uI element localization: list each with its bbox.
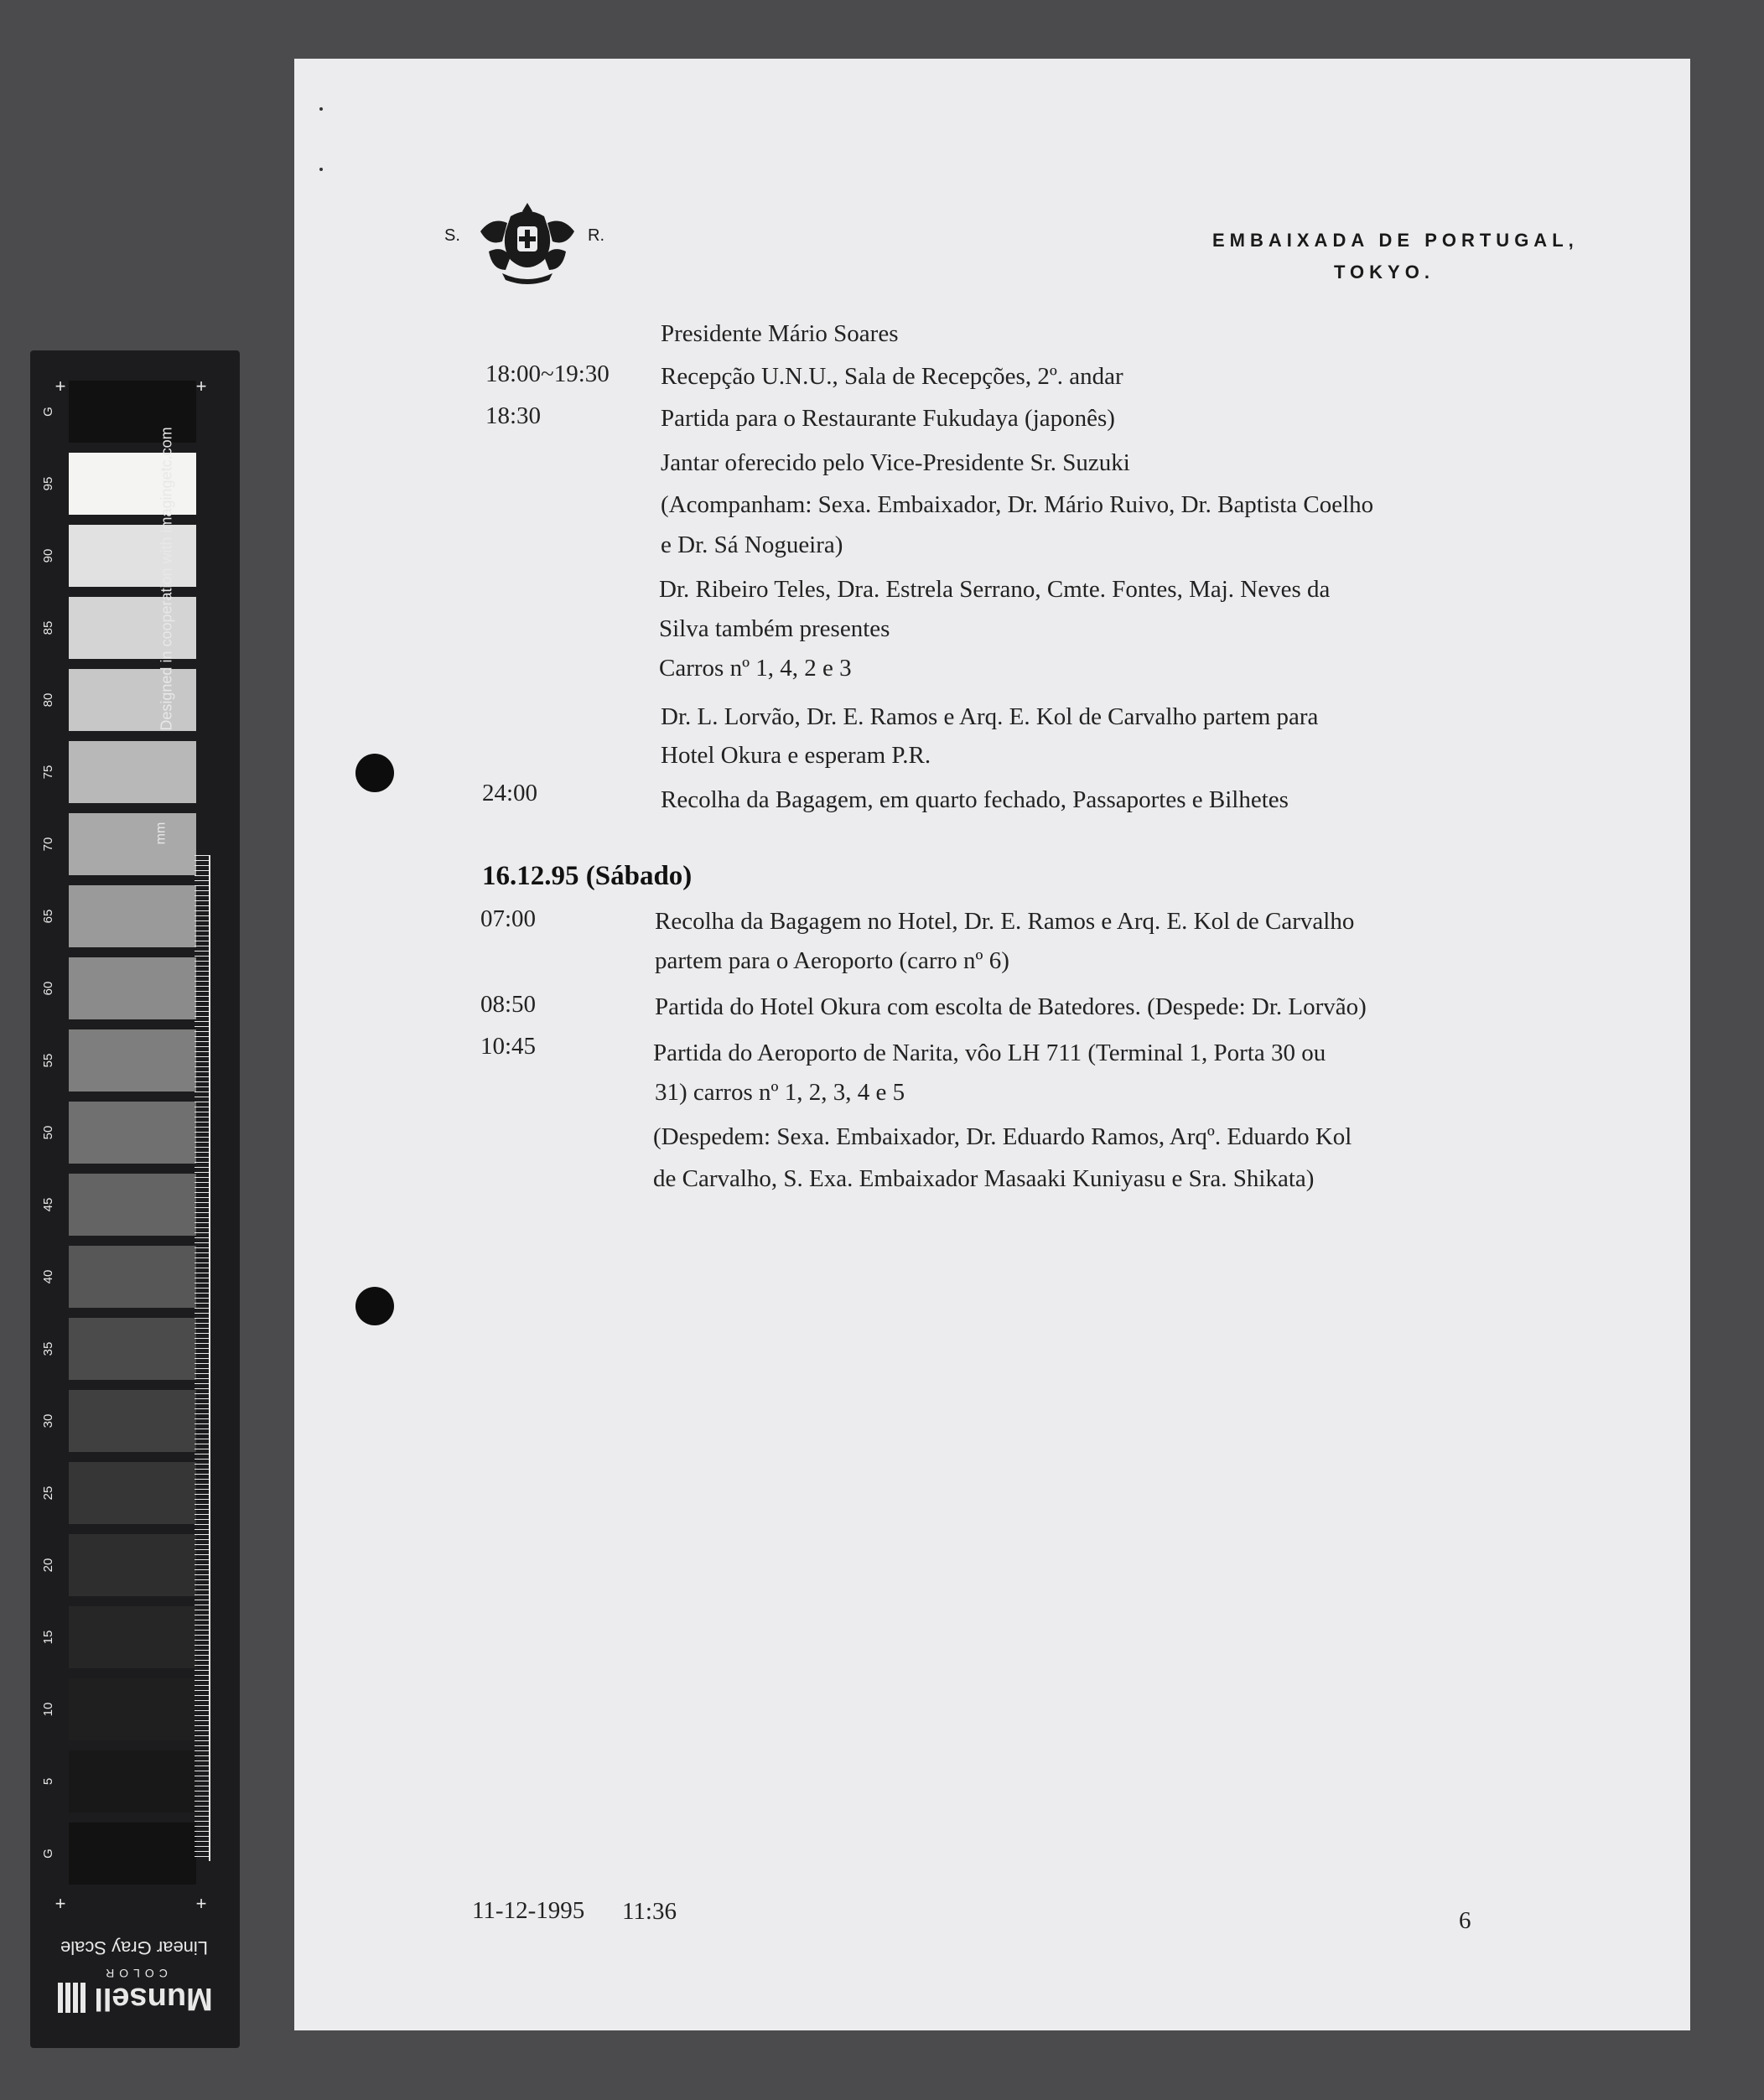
gray-patch xyxy=(69,1029,196,1091)
registration-mark: + xyxy=(54,1893,66,1914)
gray-patch xyxy=(69,1174,196,1236)
gray-patch xyxy=(69,957,196,1019)
schedule-text: (Despedem: Sexa. Embaixador, Dr. Eduardo Ramos, Arqº. Eduardo Kol xyxy=(653,1123,1352,1150)
gray-tick: G xyxy=(41,1849,55,1859)
gray-scale-label: Linear Gray Scale xyxy=(60,1937,209,1958)
gray-patch xyxy=(69,1606,196,1668)
schedule-time: 18:30 xyxy=(485,402,542,429)
schedule-time: 18:00~19:30 xyxy=(485,360,610,387)
gray-tick: 35 xyxy=(41,1341,55,1356)
munsell-icon xyxy=(55,1983,86,2014)
gray-scale-caption xyxy=(154,423,179,742)
letterhead-city: TOKYO. xyxy=(1334,262,1435,283)
speck xyxy=(319,168,323,171)
letterhead-embassy: EMBAIXADA DE PORTUGAL, xyxy=(1212,230,1579,251)
ruler-unit-text: mm xyxy=(153,822,169,845)
mm-ruler-line xyxy=(209,855,210,1861)
registration-mark: + xyxy=(195,1893,207,1914)
gray-tick: G xyxy=(41,407,55,417)
gray-patch xyxy=(69,1246,196,1308)
schedule-text: Partida do Hotel Okura com escolta de Batedores. (Despede: Dr. Lorvão) xyxy=(655,993,1367,1020)
gray-patch xyxy=(69,1102,196,1164)
speck xyxy=(319,107,323,111)
gray-scale-caption-text: Designed in cooperation with imagingetc.com xyxy=(158,427,175,731)
seal-right-initial: R. xyxy=(588,226,604,245)
gray-patch xyxy=(69,1678,196,1740)
footer-time: 11:36 xyxy=(622,1898,677,1925)
schedule-text: e Dr. Sá Nogueira) xyxy=(661,531,843,558)
schedule-time: 24:00 xyxy=(482,780,538,806)
brand-sub: COLOR xyxy=(101,1967,168,1980)
schedule-text: Recepção U.N.U., Sala de Recepções, 2º. andar xyxy=(661,363,1123,390)
gray-tick: 10 xyxy=(41,1702,55,1717)
schedule-time: 08:50 xyxy=(480,991,537,1018)
registration-mark: + xyxy=(54,376,66,397)
gray-tick: 25 xyxy=(41,1486,55,1501)
gray-tick: 90 xyxy=(41,548,55,563)
gray-patch xyxy=(69,741,196,803)
gray-tick: 80 xyxy=(41,692,55,708)
schedule-text: Partida para o Restaurante Fukudaya (japonês) xyxy=(661,405,1115,432)
page-number: 6 xyxy=(1459,1907,1471,1934)
gray-patch xyxy=(69,1823,196,1885)
gray-tick: 15 xyxy=(41,1630,55,1645)
schedule-text: Carros nº 1, 4, 2 e 3 xyxy=(659,655,852,682)
gray-tick: 20 xyxy=(41,1558,55,1573)
schedule-text: Dr. Ribeiro Teles, Dra. Estrela Serrano, Cmte. Fontes, Maj. Neves da xyxy=(659,576,1331,603)
schedule-time: 07:00 xyxy=(480,905,537,932)
gray-tick: 65 xyxy=(41,909,55,924)
gray-tick: 95 xyxy=(41,476,55,491)
gray-patch xyxy=(69,1318,196,1380)
embassy-seal-emblem xyxy=(477,198,578,285)
gray-patch xyxy=(69,1534,196,1596)
schedule-text: (Acompanham: Sexa. Embaixador, Dr. Mário Ruivo, Dr. Baptista Coelho xyxy=(661,491,1374,518)
day-heading: 16.12.95 (Sábado) xyxy=(482,861,693,891)
gray-tick: 85 xyxy=(41,620,55,635)
gray-tick: 70 xyxy=(41,837,55,852)
document-page xyxy=(294,59,1690,2030)
gray-tick: 30 xyxy=(41,1413,55,1429)
munsell-logo xyxy=(34,1966,235,2016)
gray-tick: 60 xyxy=(41,981,55,996)
gray-patch xyxy=(69,1390,196,1452)
schedule-text: Recolha da Bagagem, em quarto fechado, Passaportes e Bilhetes xyxy=(661,786,1289,813)
gray-patch xyxy=(69,885,196,947)
gray-tick: 75 xyxy=(41,765,55,780)
schedule-text: Partida do Aeroporto de Narita, vôo LH 711 (Terminal 1, Porta 30 ou xyxy=(653,1040,1326,1066)
brand-name: Munsell xyxy=(94,1981,213,2016)
ruler-unit xyxy=(154,817,179,851)
gray-patch xyxy=(69,1462,196,1524)
registration-mark: + xyxy=(195,376,207,397)
mm-ruler xyxy=(195,855,210,1861)
gray-tick: 50 xyxy=(41,1125,55,1140)
gray-tick: 5 xyxy=(41,1777,55,1786)
schedule-text: Dr. L. Lorvão, Dr. E. Ramos e Arq. E. Kol de Carvalho partem para xyxy=(661,703,1319,730)
gray-patch xyxy=(69,1750,196,1812)
schedule-time: 10:45 xyxy=(480,1033,537,1060)
schedule-text: Hotel Okura e esperam P.R. xyxy=(661,742,931,769)
schedule-text: Recolha da Bagagem no Hotel, Dr. E. Ramos e Arq. E. Kol de Carvalho xyxy=(655,908,1355,935)
schedule-text: partem para o Aeroporto (carro nº 6) xyxy=(655,947,1009,974)
punch-hole xyxy=(355,1287,394,1325)
gray-tick: 40 xyxy=(41,1269,55,1284)
schedule-text: 31) carros nº 1, 2, 3, 4 e 5 xyxy=(655,1079,905,1106)
footer-date: 11-12-1995 xyxy=(472,1897,585,1924)
gray-tick: 55 xyxy=(41,1053,55,1068)
schedule-text: Silva também presentes xyxy=(659,615,890,642)
schedule-text: de Carvalho, S. Exa. Embaixador Masaaki Kuniyasu e Sra. Shikata) xyxy=(653,1165,1315,1192)
schedule-text: Presidente Mário Soares xyxy=(661,320,899,347)
gray-tick: 45 xyxy=(41,1197,55,1212)
seal-left-initial: S. xyxy=(444,226,460,245)
punch-hole xyxy=(355,754,394,792)
schedule-text: Jantar oferecido pelo Vice-Presidente Sr. Suzuki xyxy=(661,449,1130,476)
